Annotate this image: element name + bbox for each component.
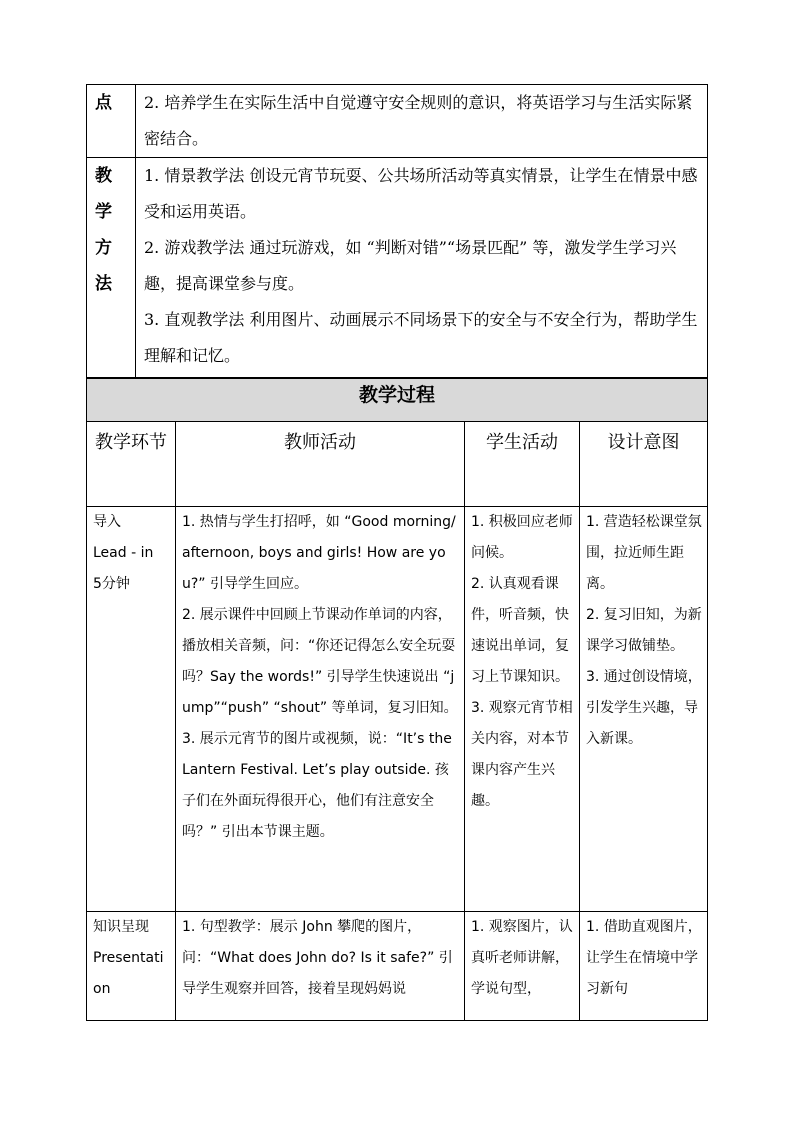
stage-cell: [87, 507, 176, 912]
design-intent-item: 3. 通过创设情境，引发学生兴趣，导入新课。: [586, 669, 702, 747]
process-title-row: [87, 379, 708, 422]
teaching-methods-label-char: 法: [95, 274, 112, 294]
design-intent-item: 1. 借助直观图片，让学生在情境中学习新句: [586, 919, 702, 997]
student-activity-item: 1. 观察图片，认真听老师讲解，学说句型，: [471, 919, 573, 997]
teacher-activity-item: 1. 热情与学生打招呼，如 “Good morning/afternoon, boys and girls! How are you?” 引导学生回应。: [182, 514, 456, 592]
header-student-activity: 学生活动: [465, 422, 580, 507]
header-teacher-activity: 教师活动: [176, 422, 465, 507]
teacher-activity-item: 2. 展示课件中回顾上节课动作单词的内容，播放相关音频，问：“你还记得怎么安全玩耍吗？Say the words!” 引导学生快速说出 “jump”“push” “shout” 等单词，复习旧知。: [182, 607, 458, 716]
teacher-activity-cell: [176, 912, 465, 1021]
header-stage: 教学环节: [87, 422, 176, 507]
stage-text: Lead - in: [93, 545, 154, 561]
design-intent-cell: [580, 507, 708, 912]
teaching-method-item: 1. 情景教学法 创设元宵节玩耍、公共场所活动等真实情景，让学生在情景中感受和运用英语。: [144, 166, 698, 221]
student-activity-item: 1. 积极回应老师问候。: [471, 514, 573, 561]
teacher-activity-cell: [176, 507, 465, 912]
objective-text: 2. 培养学生在实际生活中自觉遵守安全规则的意识，将英语学习与生活实际紧密结合。: [144, 93, 693, 148]
table-row-lead-in: [87, 507, 708, 912]
teaching-method-item: 2. 游戏教学法 通过玩游戏，如 “判断对错”“场景匹配” 等，激发学生学习兴趣，提高课堂参与度。: [144, 238, 677, 293]
teaching-methods-text-cell: [136, 158, 708, 378]
stage-text: 知识呈现: [93, 919, 149, 935]
teacher-activity-item: 3. 展示元宵节的图片或视频，说：“It’s the Lantern Festival. Let’s play outside. 孩子们在外面玩得很开心，他们有注意安全吗？” 引出本节课主题。: [182, 731, 452, 840]
stage-text: 导入: [93, 514, 121, 530]
objective-row: [87, 85, 708, 158]
process-title: 教学过程: [87, 379, 708, 422]
process-header-row: [87, 422, 708, 507]
stage-cell: [87, 912, 176, 1021]
header-design-intent: 设计意图: [580, 422, 708, 507]
student-activity-item: 2. 认真观看课件，听音频，快速说出单词，复习上节课知识。: [471, 576, 569, 685]
student-activity-cell: [465, 912, 580, 1021]
student-activity-item: 3. 观察元宵节相关内容，对本节课内容产生兴趣。: [471, 700, 573, 809]
design-intent-cell: [580, 912, 708, 1021]
teaching-methods-label-char: 学: [95, 202, 112, 222]
teaching-methods-label-char: 方: [95, 238, 112, 258]
design-intent-item: 2. 复习旧知，为新课学习做铺垫。: [586, 607, 702, 654]
teaching-methods-label-char: 教: [95, 166, 112, 186]
teaching-methods-row: [87, 158, 708, 378]
table-row-presentation: [87, 912, 708, 1021]
stage-text: 5分钟: [93, 576, 130, 592]
objective-label: 点: [95, 93, 112, 113]
teaching-methods-label-cell: [87, 158, 136, 378]
stage-text: Presentation: [93, 950, 164, 997]
design-intent-item: 1. 营造轻松课堂氛围，拉近师生距离。: [586, 514, 702, 592]
objective-text-cell: [136, 85, 708, 158]
teaching-method-item: 3. 直观教学法 利用图片、动画展示不同场景下的安全与不安全行为，帮助学生理解和记忆。: [144, 310, 698, 365]
objective-label-cell: [87, 85, 136, 158]
teacher-activity-item: 1. 句型教学：展示 John 攀爬的图片，问：“What does John do? Is it safe?” 引导学生观察并回答，接着呈现妈妈说: [182, 919, 453, 997]
teaching-process-table: [86, 378, 708, 1021]
student-activity-cell: [465, 507, 580, 912]
methods-table: [86, 84, 708, 378]
